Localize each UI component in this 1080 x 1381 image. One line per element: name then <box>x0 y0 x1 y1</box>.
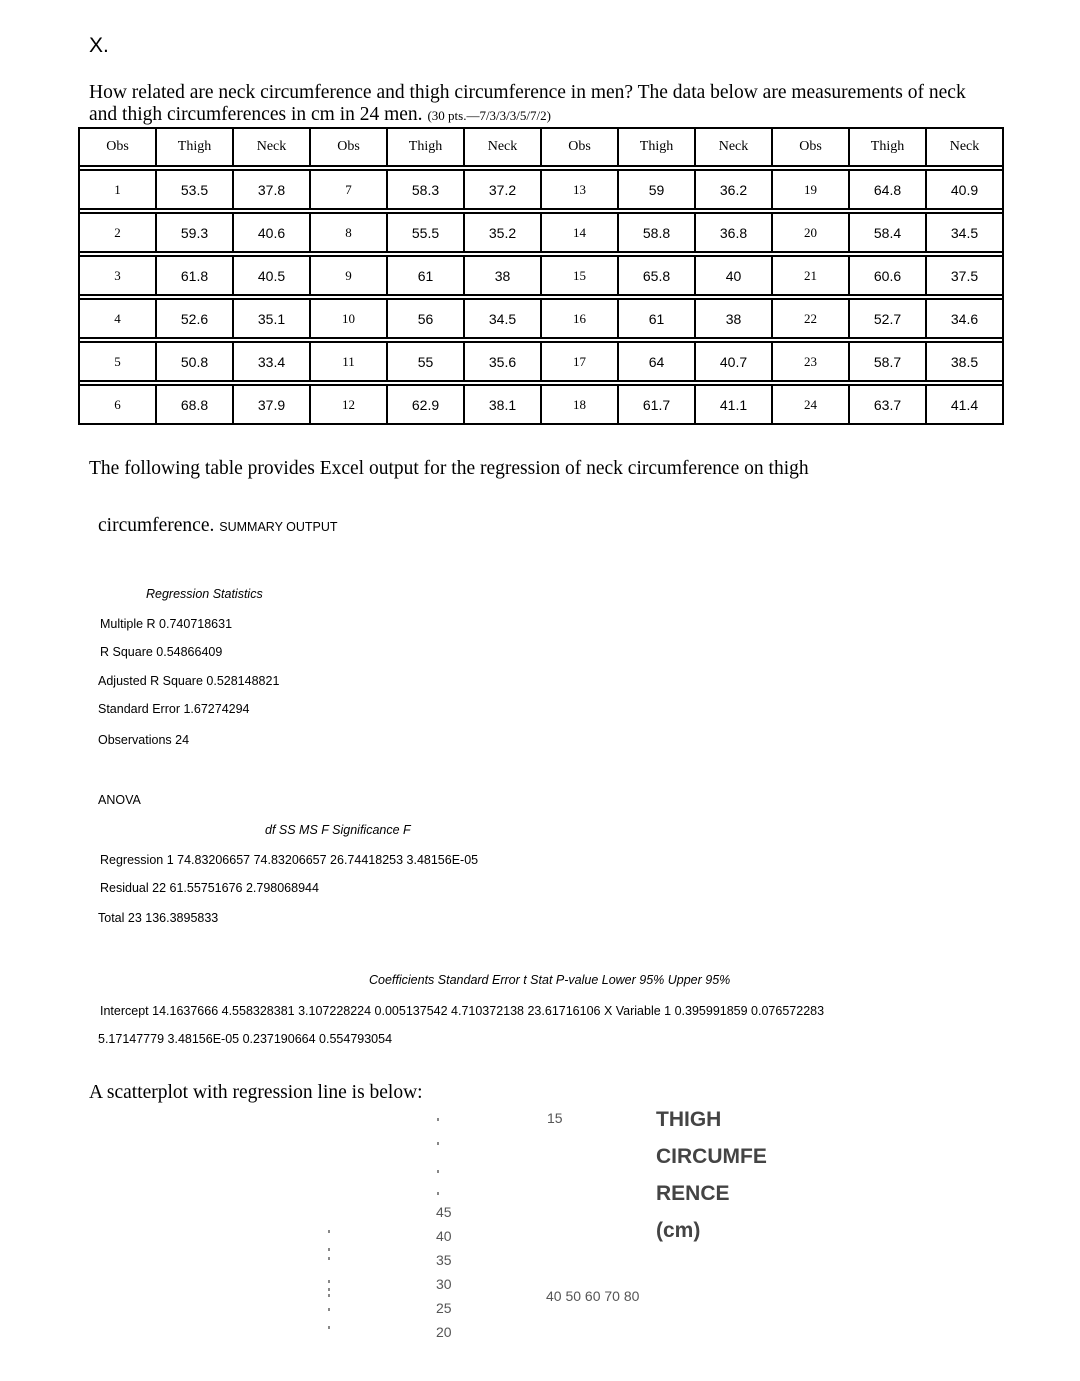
neck-cell: 35.1 <box>233 299 310 338</box>
obs-cell: 9 <box>310 256 387 295</box>
points-breakdown: (30 pts.—7/3/3/3/5/7/2) <box>427 108 551 123</box>
obs-cell: 10 <box>310 299 387 338</box>
thigh-cell: 59.3 <box>156 213 233 252</box>
header-cell: Obs <box>541 128 618 166</box>
neck-cell: 35.2 <box>464 213 541 252</box>
thigh-cell: 68.8 <box>156 385 233 424</box>
obs-cell: 6 <box>79 385 156 424</box>
header-cell: Thigh <box>156 128 233 166</box>
thigh-cell: 50.8 <box>156 342 233 381</box>
top-tick-label: 15 <box>547 1110 563 1126</box>
thigh-cell: 52.6 <box>156 299 233 338</box>
neck-cell: 37.5 <box>926 256 1003 295</box>
thigh-cell: 58.8 <box>618 213 695 252</box>
thigh-cell: 64 <box>618 342 695 381</box>
circumference-word: circumference. <box>98 515 215 536</box>
obs-cell: 18 <box>541 385 618 424</box>
obs-cell: 15 <box>541 256 618 295</box>
y-tick-label: 35 <box>436 1252 452 1268</box>
thigh-cell: 65.8 <box>618 256 695 295</box>
neck-cell: 36.2 <box>695 170 772 209</box>
intro-line-2 <box>89 104 966 127</box>
obs-cell: 22 <box>772 299 849 338</box>
excel-intro-text: The following table provides Excel output for the regression of neck circumference on thigh <box>89 458 809 479</box>
anova-residual-row: Residual 22 61.55751676 2.798068944 <box>100 881 319 895</box>
intro-line-2-text: and thigh circumferences in cm in 24 men. <box>89 104 423 125</box>
chart-artifact <box>437 1118 439 1121</box>
obs-cell: 24 <box>772 385 849 424</box>
header-cell: Obs <box>310 128 387 166</box>
coefficients-line-1: Intercept 14.1637666 4.558328381 3.107228224 0.005137542 4.710372138 23.61716106 X Variable 1 0.395991859 0.076572283 <box>100 1004 825 1018</box>
thigh-cell: 63.7 <box>849 385 926 424</box>
thigh-cell: 60.6 <box>849 256 926 295</box>
neck-cell: 40.7 <box>695 342 772 381</box>
problem-intro <box>89 82 966 127</box>
thigh-cell: 59 <box>618 170 695 209</box>
chart-artifact <box>437 1192 439 1195</box>
obs-cell: 12 <box>310 385 387 424</box>
y-tick-label: 25 <box>436 1300 452 1316</box>
obs-cell: 14 <box>541 213 618 252</box>
header-cell: Thigh <box>387 128 464 166</box>
scatterplot <box>300 1100 820 1360</box>
anova-total-row: Total 23 136.3895833 <box>98 911 219 925</box>
obs-cell: 13 <box>541 170 618 209</box>
obs-cell: 23 <box>772 342 849 381</box>
regression-statistics-title: Regression Statistics <box>146 587 263 601</box>
data-table <box>78 127 1004 425</box>
table-header-row <box>79 128 1003 166</box>
neck-cell: 38.5 <box>926 342 1003 381</box>
thigh-cell: 61.8 <box>156 256 233 295</box>
table-row <box>79 170 1003 209</box>
neck-cell: 41.4 <box>926 385 1003 424</box>
neck-cell: 34.5 <box>926 213 1003 252</box>
neck-cell: 37.8 <box>233 170 310 209</box>
header-cell: Obs <box>772 128 849 166</box>
table-row <box>79 256 1003 295</box>
chart-artifact <box>328 1294 330 1297</box>
header-cell: Obs <box>79 128 156 166</box>
obs-cell: 7 <box>310 170 387 209</box>
neck-cell: 36.8 <box>695 213 772 252</box>
y-tick-label: 20 <box>436 1324 452 1340</box>
chart-artifact <box>328 1230 330 1233</box>
thigh-cell: 52.7 <box>849 299 926 338</box>
table-row <box>79 299 1003 338</box>
table-row <box>79 342 1003 381</box>
obs-cell: 17 <box>541 342 618 381</box>
header-cell: Neck <box>695 128 772 166</box>
axis-title-line: (cm) <box>656 1219 701 1242</box>
thigh-cell: 55.5 <box>387 213 464 252</box>
thigh-cell: 61 <box>387 256 464 295</box>
table-row <box>79 385 1003 424</box>
scatterplot-caption: A scatterplot with regression line is below: <box>89 1082 423 1103</box>
chart-artifact <box>328 1257 330 1260</box>
header-cell: Neck <box>233 128 310 166</box>
axis-title-line: THIGH <box>656 1108 722 1131</box>
header-cell: Neck <box>464 128 541 166</box>
coefficients-header: Coefficients Standard Error t Stat P-value Lower 95% Upper 95% <box>369 973 731 987</box>
neck-cell: 37.2 <box>464 170 541 209</box>
obs-cell: 11 <box>310 342 387 381</box>
neck-cell: 38.1 <box>464 385 541 424</box>
coefficients-line-2: 5.17147779 3.48156E-05 0.237190664 0.554793054 <box>98 1032 393 1046</box>
intro-line-1: How related are neck circumference and thigh circumference in men? The data below are measurements of neck <box>89 82 966 103</box>
thigh-cell: 61.7 <box>618 385 695 424</box>
obs-cell: 8 <box>310 213 387 252</box>
chart-artifact <box>437 1170 439 1173</box>
neck-cell: 40.9 <box>926 170 1003 209</box>
excel-intro-continuation <box>98 515 338 537</box>
anova-header: df SS MS F Significance F <box>265 823 411 837</box>
header-cell: Thigh <box>618 128 695 166</box>
chart-artifact <box>328 1308 330 1311</box>
thigh-cell: 64.8 <box>849 170 926 209</box>
obs-cell: 4 <box>79 299 156 338</box>
neck-cell: 34.5 <box>464 299 541 338</box>
chart-artifact <box>328 1288 330 1291</box>
neck-cell: 37.9 <box>233 385 310 424</box>
table-row <box>79 213 1003 252</box>
standard-error: Standard Error 1.67274294 <box>98 702 250 716</box>
r-square: R Square 0.54866409 <box>100 645 223 659</box>
chart-artifact <box>328 1326 330 1329</box>
axis-title <box>656 1101 767 1249</box>
neck-cell: 40.6 <box>233 213 310 252</box>
thigh-cell: 56 <box>387 299 464 338</box>
neck-cell: 33.4 <box>233 342 310 381</box>
neck-cell: 38 <box>695 299 772 338</box>
obs-cell: 19 <box>772 170 849 209</box>
adjusted-r-square: Adjusted R Square 0.528148821 <box>98 674 280 688</box>
y-tick-label: 40 <box>436 1228 452 1244</box>
thigh-cell: 58.7 <box>849 342 926 381</box>
obs-cell: 5 <box>79 342 156 381</box>
y-tick-label: 45 <box>436 1204 452 1220</box>
problem-label: X. <box>89 34 109 57</box>
neck-cell: 35.6 <box>464 342 541 381</box>
neck-cell: 40 <box>695 256 772 295</box>
neck-cell: 38 <box>464 256 541 295</box>
obs-cell: 16 <box>541 299 618 338</box>
observations: Observations 24 <box>98 733 190 747</box>
neck-cell: 41.1 <box>695 385 772 424</box>
obs-cell: 2 <box>79 213 156 252</box>
neck-cell: 34.6 <box>926 299 1003 338</box>
axis-title-line: RENCE <box>656 1182 730 1205</box>
chart-artifact <box>437 1142 439 1145</box>
thigh-cell: 55 <box>387 342 464 381</box>
header-cell: Thigh <box>849 128 926 166</box>
table-body <box>79 166 1003 424</box>
axis-title-line: CIRCUMFE <box>656 1145 767 1168</box>
x-tick-labels: 40 50 60 70 80 <box>546 1288 640 1304</box>
obs-cell: 21 <box>772 256 849 295</box>
thigh-cell: 58.4 <box>849 213 926 252</box>
obs-cell: 20 <box>772 213 849 252</box>
anova-label: ANOVA <box>98 793 141 807</box>
header-cell: Neck <box>926 128 1003 166</box>
chart-artifact <box>328 1248 330 1251</box>
neck-cell: 40.5 <box>233 256 310 295</box>
thigh-cell: 61 <box>618 299 695 338</box>
thigh-cell: 53.5 <box>156 170 233 209</box>
anova-regression-row: Regression 1 74.83206657 74.83206657 26.74418253 3.48156E-05 <box>100 853 479 867</box>
multiple-r: Multiple R 0.740718631 <box>100 617 233 631</box>
obs-cell: 3 <box>79 256 156 295</box>
chart-artifact <box>328 1280 330 1283</box>
obs-cell: 1 <box>79 170 156 209</box>
y-tick-label: 30 <box>436 1276 452 1292</box>
summary-output-label: SUMMARY OUTPUT <box>219 520 338 534</box>
thigh-cell: 58.3 <box>387 170 464 209</box>
thigh-cell: 62.9 <box>387 385 464 424</box>
